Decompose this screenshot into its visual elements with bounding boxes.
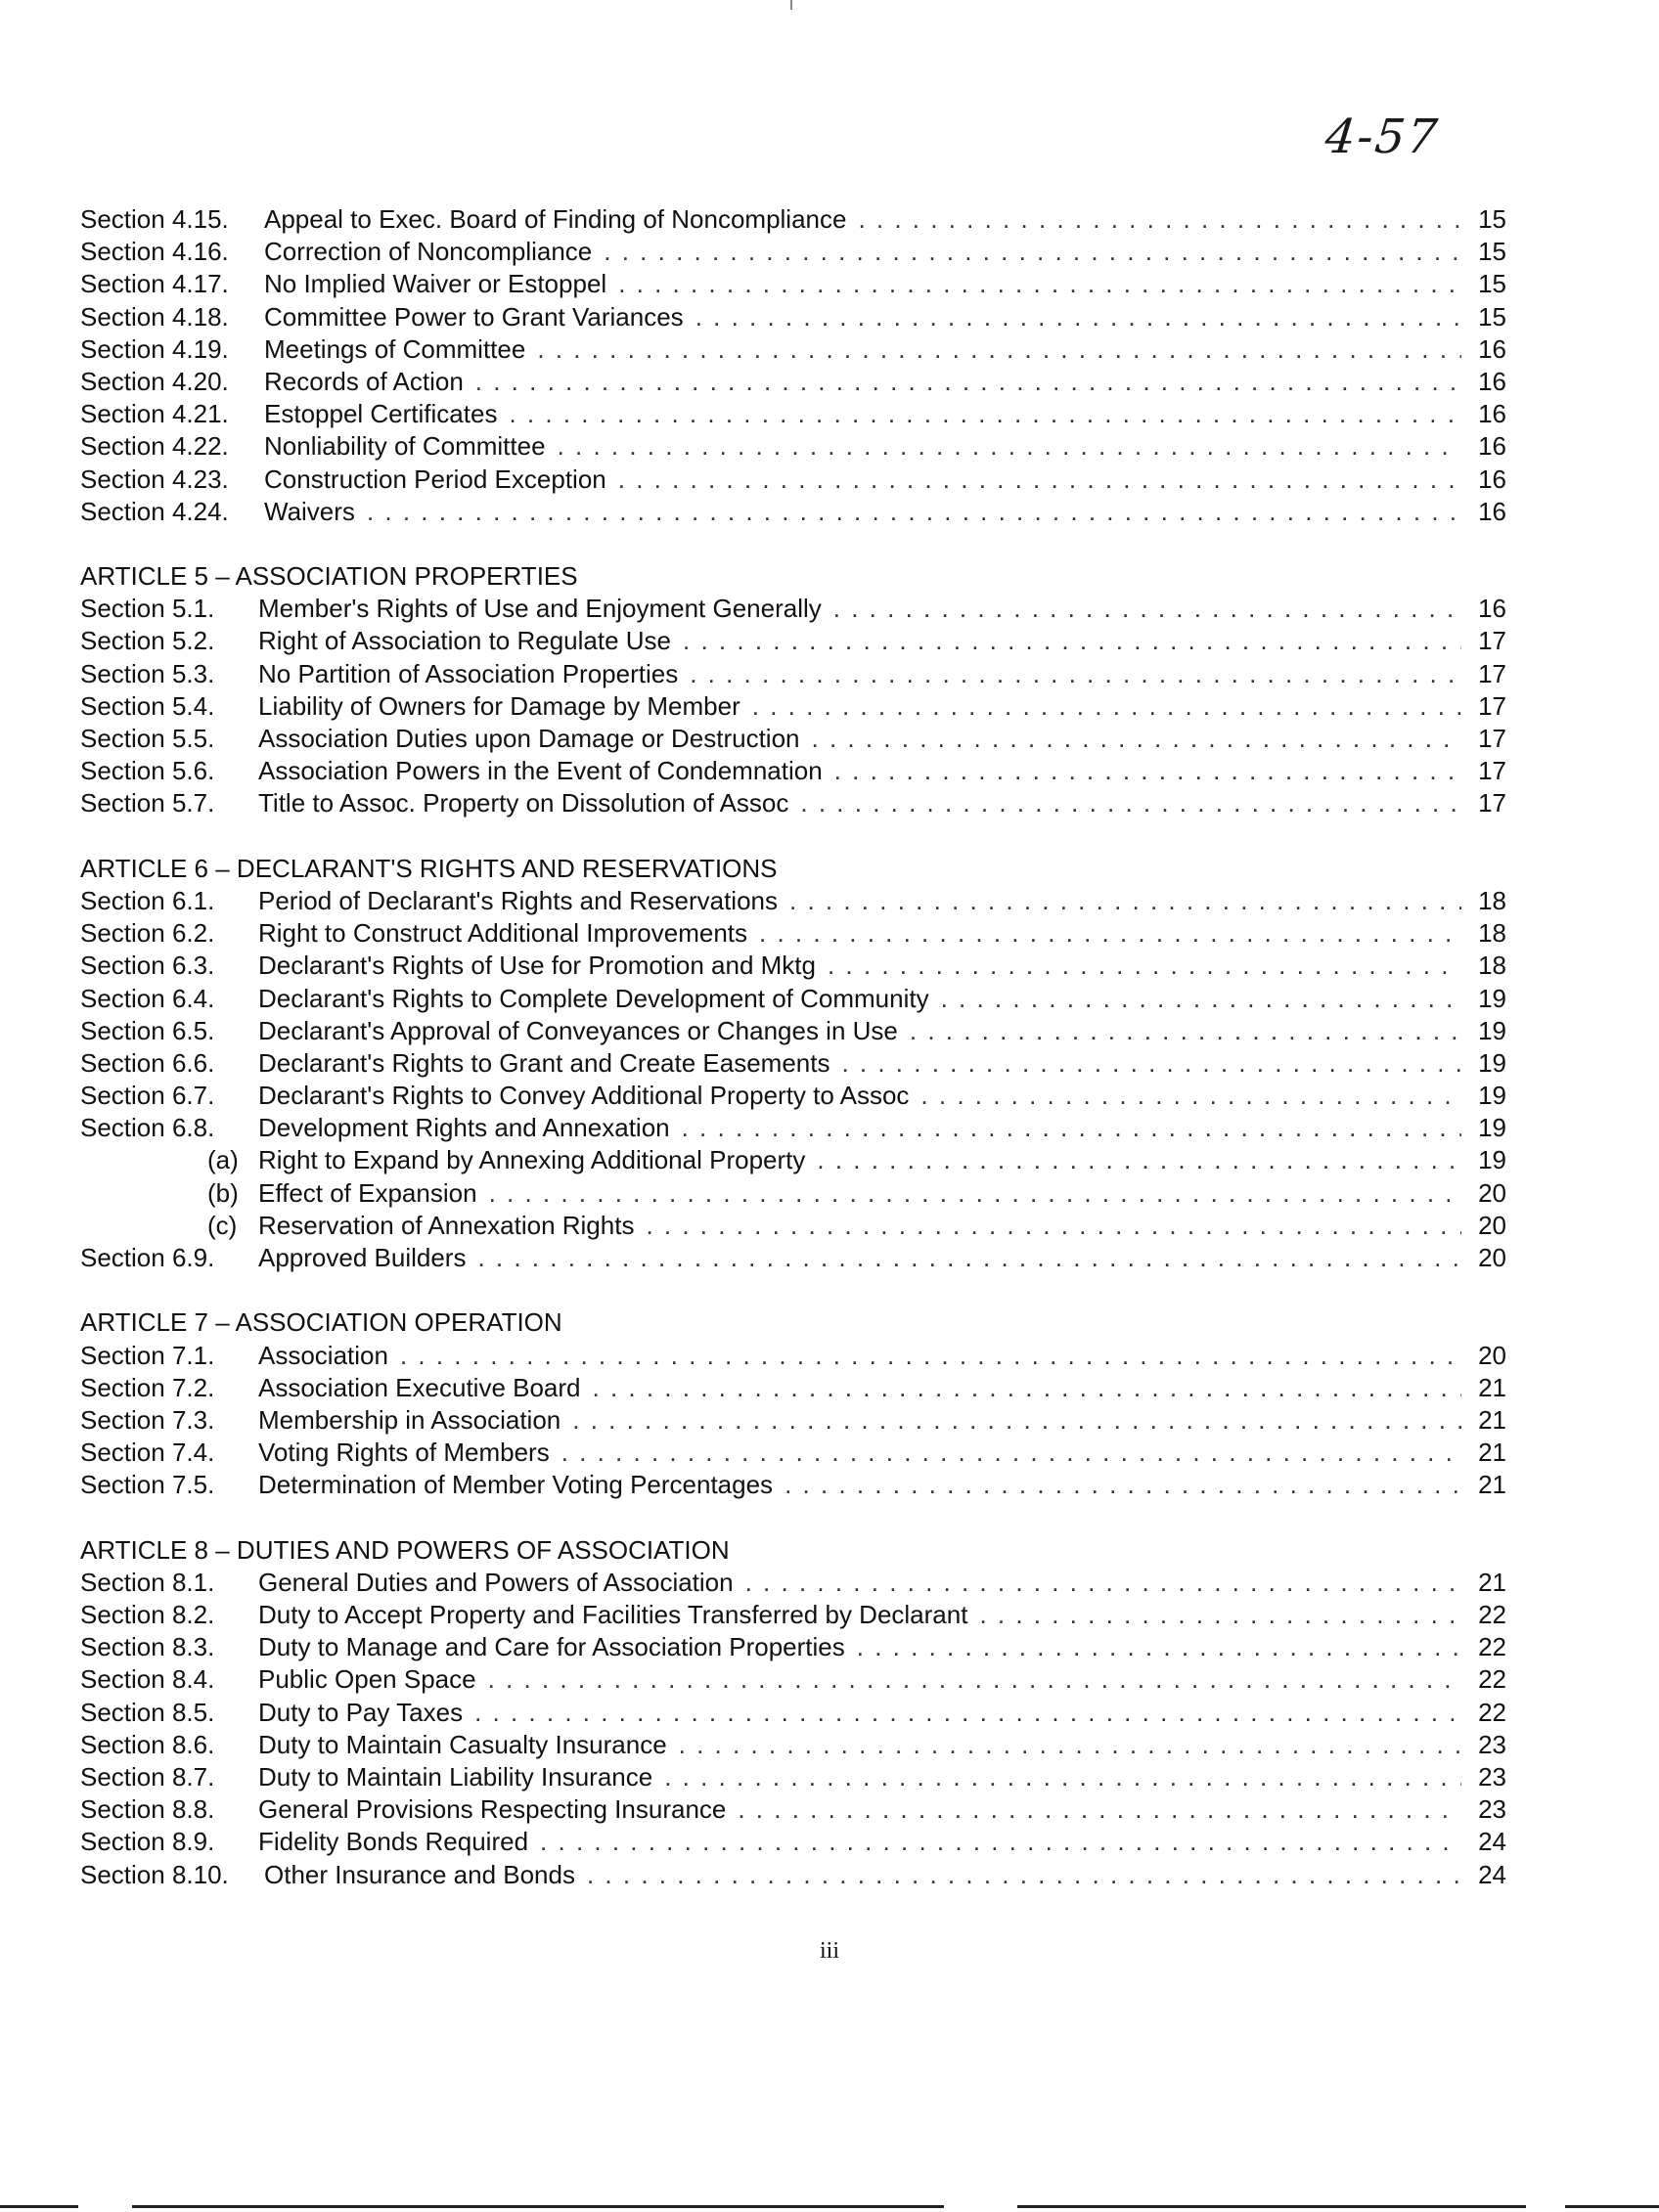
section-number: Section 6.1. (80, 885, 215, 915)
page-ref: 24 (1478, 1859, 1506, 1889)
dot-leader (833, 593, 1461, 625)
section-number: Section 7.4. (80, 1438, 215, 1468)
section-title: Duty to Maintain Casualty Insurance (258, 1729, 667, 1759)
section-title: Association Executive Board (258, 1372, 581, 1402)
section-title: Declarant's Approval of Conveyances or Changes in Use (258, 1015, 898, 1045)
toc-entry (80, 333, 1506, 366)
dot-leader (489, 1177, 1461, 1210)
dot-leader (679, 1729, 1461, 1761)
section-number: Section 6.2. (80, 918, 215, 949)
section-number: Section 6.6. (80, 1047, 215, 1078)
page-ref: 17 (1478, 626, 1506, 656)
section-number: Section 4.15. (80, 204, 229, 234)
section-number: Section 4.19. (80, 333, 229, 364)
section-title: Right to Construct Additional Improvements (258, 918, 748, 949)
section-title: General Provisions Respecting Insurance (258, 1794, 727, 1825)
page-ref: 17 (1478, 658, 1506, 688)
page-ref: 17 (1478, 788, 1506, 818)
page-ref: 15 (1478, 269, 1506, 299)
section-title: Development Rights and Annexation (258, 1113, 670, 1143)
section-title: Waivers (264, 496, 355, 526)
toc-entry (80, 1761, 1506, 1793)
section-number: Section 6.5. (80, 1015, 215, 1045)
dot-leader (400, 1340, 1461, 1372)
section-title: Duty to Maintain Liability Insurance (258, 1762, 653, 1792)
page-ref: 19 (1478, 1145, 1506, 1175)
page-ref: 23 (1478, 1762, 1506, 1792)
dot-leader (664, 1761, 1461, 1793)
section-number: Section 8.6. (80, 1729, 215, 1759)
page-ref: 19 (1478, 1015, 1506, 1045)
toc-entry (80, 625, 1506, 657)
toc-entry (80, 1242, 1506, 1274)
section-number: Section 6.7. (80, 1081, 215, 1111)
bottom-rule (1565, 2205, 1659, 2208)
section-title: Declarant's Rights to Convey Additional Property to Assoc (258, 1081, 910, 1111)
page-ref: 15 (1478, 237, 1506, 267)
section-title: Meetings of Committee (264, 333, 526, 364)
page-ref: 22 (1478, 1697, 1506, 1727)
section-number: Section 7.3. (80, 1404, 215, 1435)
toc-entry (80, 690, 1506, 723)
page-ref: 16 (1478, 496, 1506, 526)
dot-leader (941, 983, 1461, 1015)
section-title: Nonliability of Committee (264, 431, 546, 462)
toc-entry (80, 1015, 1506, 1047)
page-ref: 21 (1478, 1372, 1506, 1402)
toc-entry (80, 1112, 1506, 1144)
page-ref: 19 (1478, 1047, 1506, 1078)
page-ref: 17 (1478, 690, 1506, 721)
toc-entry (80, 1469, 1506, 1501)
dot-leader (800, 787, 1461, 819)
dot-leader (646, 1210, 1461, 1242)
section-number: Section 5.6. (80, 756, 215, 786)
dot-leader (738, 1793, 1461, 1826)
section-number: Section 7.1. (80, 1340, 215, 1370)
dot-leader (474, 1697, 1461, 1729)
bottom-rule (132, 2205, 944, 2208)
section-number: Section 8.9. (80, 1827, 215, 1857)
dot-leader (920, 1080, 1461, 1112)
section-title: Declarant's Rights of Use for Promotion and Mktg (258, 951, 816, 981)
page-ref: 20 (1478, 1340, 1506, 1370)
toc-entry (80, 1697, 1506, 1729)
page-ref: 19 (1478, 983, 1506, 1013)
section-number: Section 8.2. (80, 1600, 215, 1630)
dot-leader (683, 625, 1461, 657)
dot-leader (858, 203, 1461, 236)
section-number: Section 8.10. (80, 1859, 229, 1889)
section-number: Section 8.8. (80, 1794, 215, 1825)
section-number: Section 5.7. (80, 788, 215, 818)
section-number: Section 8.3. (80, 1632, 215, 1662)
section-title: Title to Assoc. Property on Dissolution of Assoc (258, 788, 789, 818)
toc-entry (80, 1631, 1506, 1663)
section-number: Section 6.8. (80, 1113, 215, 1143)
toc-entry (80, 1729, 1506, 1761)
section-number: Section 4.22. (80, 431, 229, 462)
section-title: Determination of Member Voting Percentages (258, 1470, 774, 1500)
page-ref: 19 (1478, 1081, 1506, 1111)
toc-entry (80, 1567, 1506, 1599)
section-title: Declarant's Rights to Grant and Create Easements (258, 1047, 830, 1078)
toc-entry (80, 236, 1506, 268)
section-number: Section 5.2. (80, 626, 215, 656)
page-ref: 18 (1478, 951, 1506, 981)
section-title: Liability of Owners for Damage by Member (258, 690, 740, 721)
section-number: Section 5.5. (80, 724, 215, 753)
dot-leader (537, 333, 1461, 366)
toc-entry (80, 203, 1506, 236)
page-ref: 24 (1478, 1827, 1506, 1857)
toc-entry (80, 1663, 1506, 1696)
toc-entry (80, 1859, 1506, 1891)
section-title: Other Insurance and Bonds (264, 1859, 575, 1889)
dot-leader (682, 1112, 1461, 1144)
table-of-contents (80, 203, 1506, 1891)
dot-leader (558, 430, 1461, 463)
section-number: Section 8.4. (80, 1664, 215, 1695)
subsection-label: (c) (207, 1210, 238, 1240)
page-ref: 22 (1478, 1632, 1506, 1662)
article-heading: ARTICLE 8 – DUTIES AND POWERS OF ASSOCIATION (80, 1534, 730, 1565)
section-number: Section 6.9. (80, 1243, 215, 1272)
toc-entry (80, 755, 1506, 787)
spacer (80, 1502, 1506, 1534)
toc-entry (80, 1210, 1506, 1242)
toc-entry (80, 787, 1506, 819)
toc-entry (80, 301, 1506, 333)
section-title: Construction Period Exception (264, 464, 606, 494)
dot-leader (587, 1859, 1461, 1891)
page-ref: 17 (1478, 756, 1506, 786)
toc-entry (80, 1340, 1506, 1372)
dot-leader (618, 268, 1461, 300)
section-number: Section 5.3. (80, 658, 215, 688)
section-number: Section 4.18. (80, 301, 229, 332)
section-number: Section 4.16. (80, 237, 229, 267)
spacer (80, 528, 1506, 560)
dot-leader (834, 755, 1461, 787)
page-number: iii (819, 1938, 839, 1964)
section-number: Section 8.5. (80, 1697, 215, 1727)
section-number: Section 5.1. (80, 594, 215, 624)
spacer (80, 1274, 1506, 1306)
toc-entry (80, 430, 1506, 463)
subsection-label: (a) (207, 1145, 239, 1175)
page-ref: 20 (1478, 1243, 1506, 1272)
handwritten-page-stamp: 4-57 (1323, 110, 1442, 164)
section-title: Public Open Space (258, 1664, 476, 1695)
dot-leader (789, 885, 1461, 917)
section-title: Correction of Noncompliance (264, 237, 593, 267)
toc-entry (80, 723, 1506, 755)
toc-entry (80, 464, 1506, 496)
page-ref: 21 (1478, 1404, 1506, 1435)
section-title: Duty to Manage and Care for Association Properties (258, 1632, 845, 1662)
page-ref: 18 (1478, 885, 1506, 915)
section-title: Voting Rights of Members (258, 1438, 550, 1468)
toc-entry (80, 983, 1506, 1015)
toc-entry (80, 1144, 1506, 1176)
section-title: No Partition of Association Properties (258, 658, 679, 688)
section-number: Section 5.4. (80, 690, 215, 721)
section-title: Reservation of Annexation Rights (258, 1210, 635, 1240)
toc-entry (80, 1177, 1506, 1210)
section-number: Section 4.23. (80, 464, 229, 494)
section-number: Section 6.4. (80, 983, 215, 1013)
section-title: Duty to Accept Property and Facilities Transferred by Declarant (258, 1600, 968, 1630)
section-number: Section 4.24. (80, 496, 229, 526)
dot-leader (593, 1372, 1461, 1404)
dot-leader (488, 1663, 1461, 1696)
page-ref: 17 (1478, 724, 1506, 753)
section-title: Association (258, 1340, 388, 1370)
section-title: Period of Declarant's Rights and Reservations (258, 885, 779, 915)
page-ref: 16 (1478, 366, 1506, 396)
section-title: Effect of Expansion (258, 1177, 477, 1208)
toc-entry (80, 1080, 1506, 1112)
section-title: Membership in Association (258, 1404, 561, 1435)
dot-leader (695, 301, 1461, 333)
toc-entry (80, 496, 1506, 528)
toc-entry (80, 1372, 1506, 1404)
article-heading: ARTICLE 6 – DECLARANT'S RIGHTS AND RESERVATIONS (80, 853, 778, 883)
dot-leader (910, 1015, 1461, 1047)
page-ref: 22 (1478, 1600, 1506, 1630)
toc-entry (80, 917, 1506, 950)
section-number: Section 8.7. (80, 1762, 215, 1792)
dot-leader (572, 1404, 1461, 1437)
dot-leader (828, 950, 1461, 982)
section-title: Duty to Pay Taxes (258, 1697, 464, 1727)
section-title: Records of Action (264, 366, 464, 396)
dot-leader (690, 658, 1461, 690)
section-title: Appeal to Exec. Board of Finding of Noncompliance (264, 204, 847, 234)
section-number: Section 7.2. (80, 1372, 215, 1402)
dot-leader (540, 1826, 1461, 1858)
toc-entry (80, 366, 1506, 398)
section-title: General Duties and Powers of Association (258, 1567, 734, 1597)
section-number: Section 4.21. (80, 399, 229, 429)
section-number: Section 7.5. (80, 1470, 215, 1500)
section-title: Fidelity Bonds Required (258, 1827, 529, 1857)
section-title: Association Powers in the Event of Condemnation (258, 756, 823, 786)
page-ref: 21 (1478, 1438, 1506, 1468)
toc-entry (80, 1599, 1506, 1631)
section-title: Right to Expand by Annexing Additional Property (258, 1145, 806, 1175)
page-ref: 23 (1478, 1729, 1506, 1759)
section-title: Estoppel Certificates (264, 399, 498, 429)
article-heading: ARTICLE 7 – ASSOCIATION OPERATION (80, 1307, 562, 1338)
page-ref: 20 (1478, 1177, 1506, 1208)
page-ref: 22 (1478, 1664, 1506, 1695)
dot-leader (785, 1469, 1461, 1501)
toc-entry (80, 950, 1506, 982)
page-ref: 16 (1478, 464, 1506, 494)
section-number: Section 4.20. (80, 366, 229, 396)
toc-entry (80, 1047, 1506, 1080)
dot-leader (477, 1242, 1461, 1274)
spacer (80, 820, 1506, 853)
section-title: No Implied Waiver or Estoppel (264, 269, 607, 299)
section-title: Right of Association to Regulate Use (258, 626, 672, 656)
toc-entry (80, 1826, 1506, 1858)
section-title: Committee Power to Grant Variances (264, 301, 684, 332)
article-heading: ARTICLE 5 – ASSOCIATION PROPERTIES (80, 561, 578, 592)
page-ref: 16 (1478, 431, 1506, 462)
dot-leader (745, 1567, 1461, 1599)
toc-entry (80, 658, 1506, 690)
page-ref: 23 (1478, 1794, 1506, 1825)
dot-leader (759, 917, 1461, 950)
toc-entry (80, 1437, 1506, 1469)
dot-leader (367, 496, 1461, 528)
section-title: Member's Rights of Use and Enjoyment Generally (258, 594, 822, 624)
toc-entry (80, 1404, 1506, 1437)
toc-entry (80, 268, 1506, 300)
dot-leader (561, 1437, 1461, 1469)
dot-leader (817, 1144, 1461, 1176)
page-ref: 18 (1478, 918, 1506, 949)
toc-entry (80, 593, 1506, 625)
section-title: Declarant's Rights to Complete Development of Community (258, 983, 929, 1013)
page-ref: 16 (1478, 333, 1506, 364)
section-number: Section 6.3. (80, 951, 215, 981)
section-title: Association Duties upon Damage or Destruction (258, 724, 800, 753)
dot-leader (509, 398, 1461, 430)
page-ref: 20 (1478, 1210, 1506, 1240)
bottom-rule (0, 2205, 78, 2208)
dot-leader (857, 1631, 1461, 1663)
page-ref: 19 (1478, 1113, 1506, 1143)
dot-leader (752, 690, 1461, 723)
dot-leader (604, 236, 1461, 268)
toc-entry (80, 885, 1506, 917)
page-ref: 21 (1478, 1470, 1506, 1500)
toc-entry (80, 398, 1506, 430)
page-ref: 21 (1478, 1567, 1506, 1597)
dot-leader (812, 723, 1461, 755)
dot-leader (618, 464, 1461, 496)
bottom-rule (1017, 2205, 1526, 2208)
dot-leader (841, 1047, 1461, 1080)
page-ref: 15 (1478, 301, 1506, 332)
section-number: Section 4.17. (80, 269, 229, 299)
scan-mark (790, 0, 792, 10)
subsection-label: (b) (207, 1177, 239, 1208)
toc-entry (80, 1793, 1506, 1826)
section-title: Approved Builders (258, 1243, 467, 1272)
section-number: Section 8.1. (80, 1567, 215, 1597)
page-ref: 16 (1478, 594, 1506, 624)
page-ref: 16 (1478, 399, 1506, 429)
dot-leader (475, 366, 1461, 398)
page-ref: 15 (1478, 204, 1506, 234)
dot-leader (979, 1599, 1461, 1631)
